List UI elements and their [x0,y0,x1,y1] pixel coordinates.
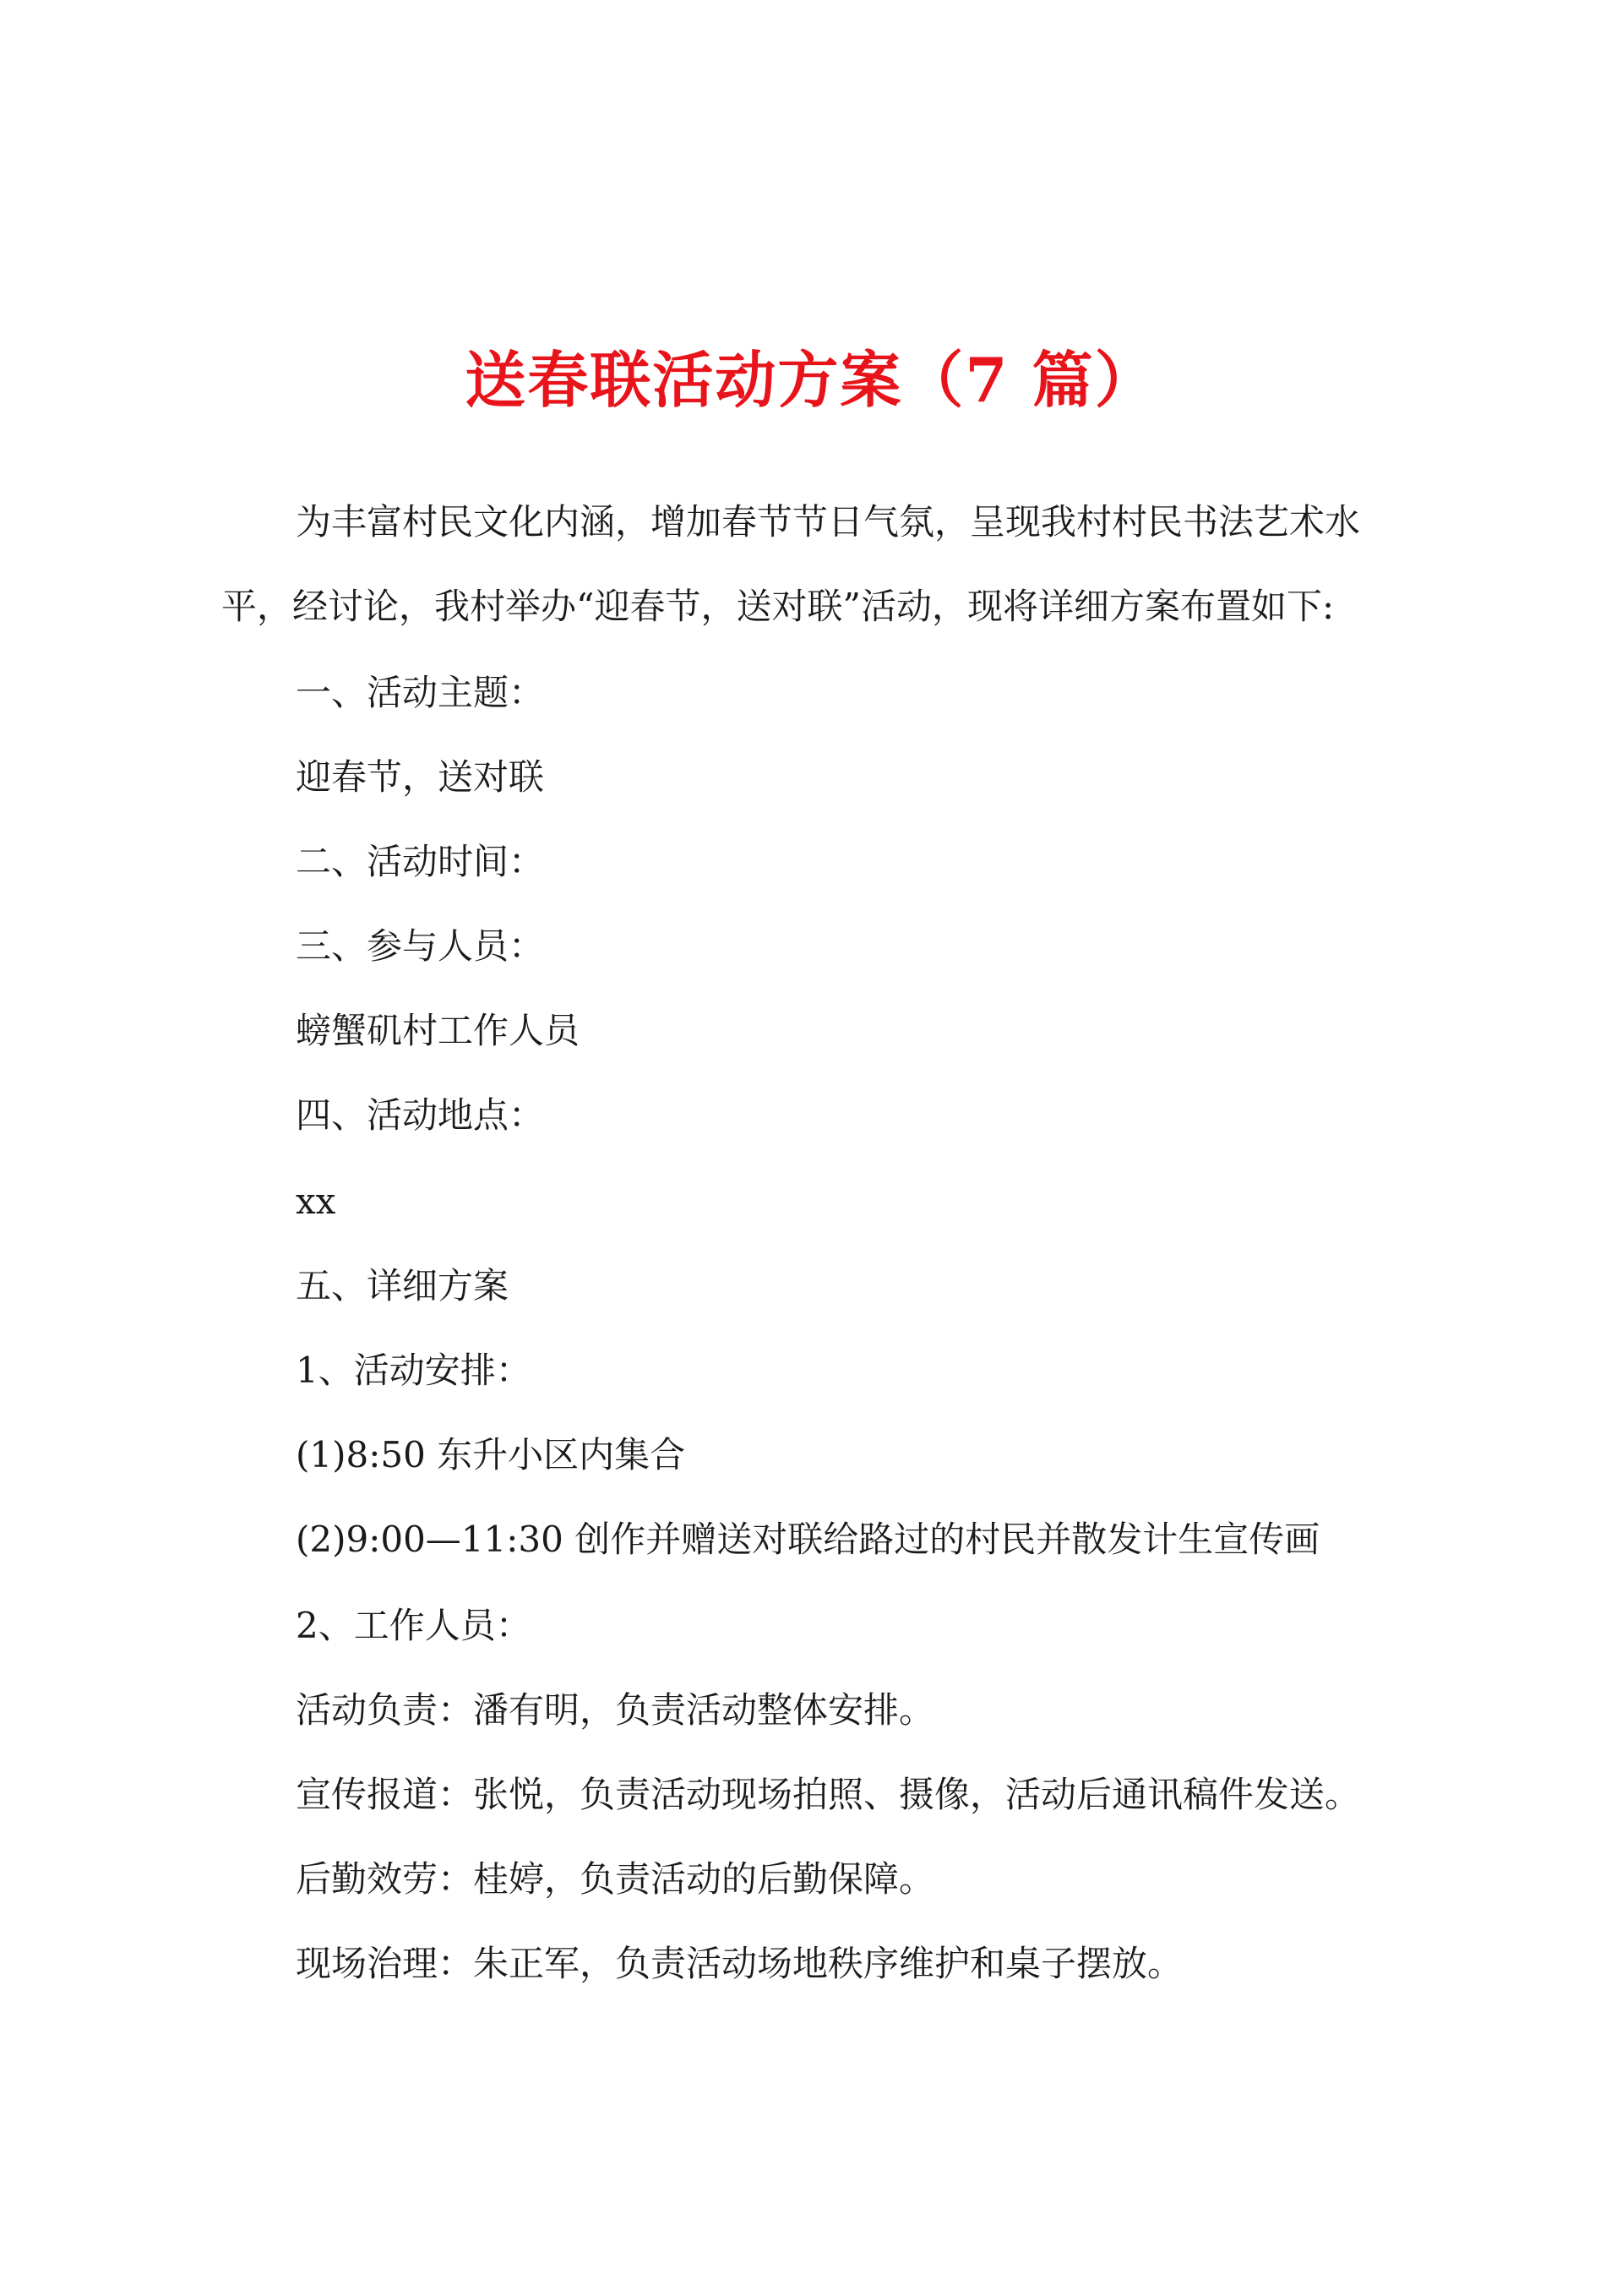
list-item: (2)9:00—11:30 创作并赠送对联给路过的村民并散发计生宣传画 [296,1519,1320,1560]
paragraph-line: 为丰富村民文化内涵，增加春节节日气氛，呈现我村村民书法艺术水 [296,501,1361,543]
list-item: (1)8:50 东升小区内集合 [296,1434,686,1475]
subsection-heading: 2、工作人员： [296,1605,531,1646]
section-heading: 二、活动时间： [296,841,545,882]
paragraph-line: xx [296,1181,336,1222]
staff-line: 现场治理：朱正军，负责活动场地秩序维护和桌子摆放。 [296,1943,1184,1984]
section-heading: 一、活动主题： [296,672,545,713]
section-heading: 四、活动地点： [296,1094,545,1136]
paragraph-line: 平，经讨论，我村举办“迎春节，送对联”活动，现将详细方案布置如下: [221,586,1335,627]
paragraph-line: 迎春节，送对联 [296,756,545,798]
staff-line: 后勤效劳：桂婷，负责活动的后勤保障。 [296,1858,935,1900]
section-heading: 五、详细方案 [296,1265,509,1306]
subsection-heading: 1、活动安排： [296,1350,531,1391]
document-title: 送春联活动方案（7 篇） [465,344,1157,416]
paragraph-line: 螃蟹矶村工作人员 [296,1010,580,1051]
staff-line: 活动负责：潘有明，负责活动整体安排。 [296,1689,935,1731]
section-heading: 三、参与人员： [296,925,545,967]
staff-line: 宣传报道：张悦，负责活动现场拍照、摄像，活动后通讯稿件发送。 [296,1774,1361,1815]
